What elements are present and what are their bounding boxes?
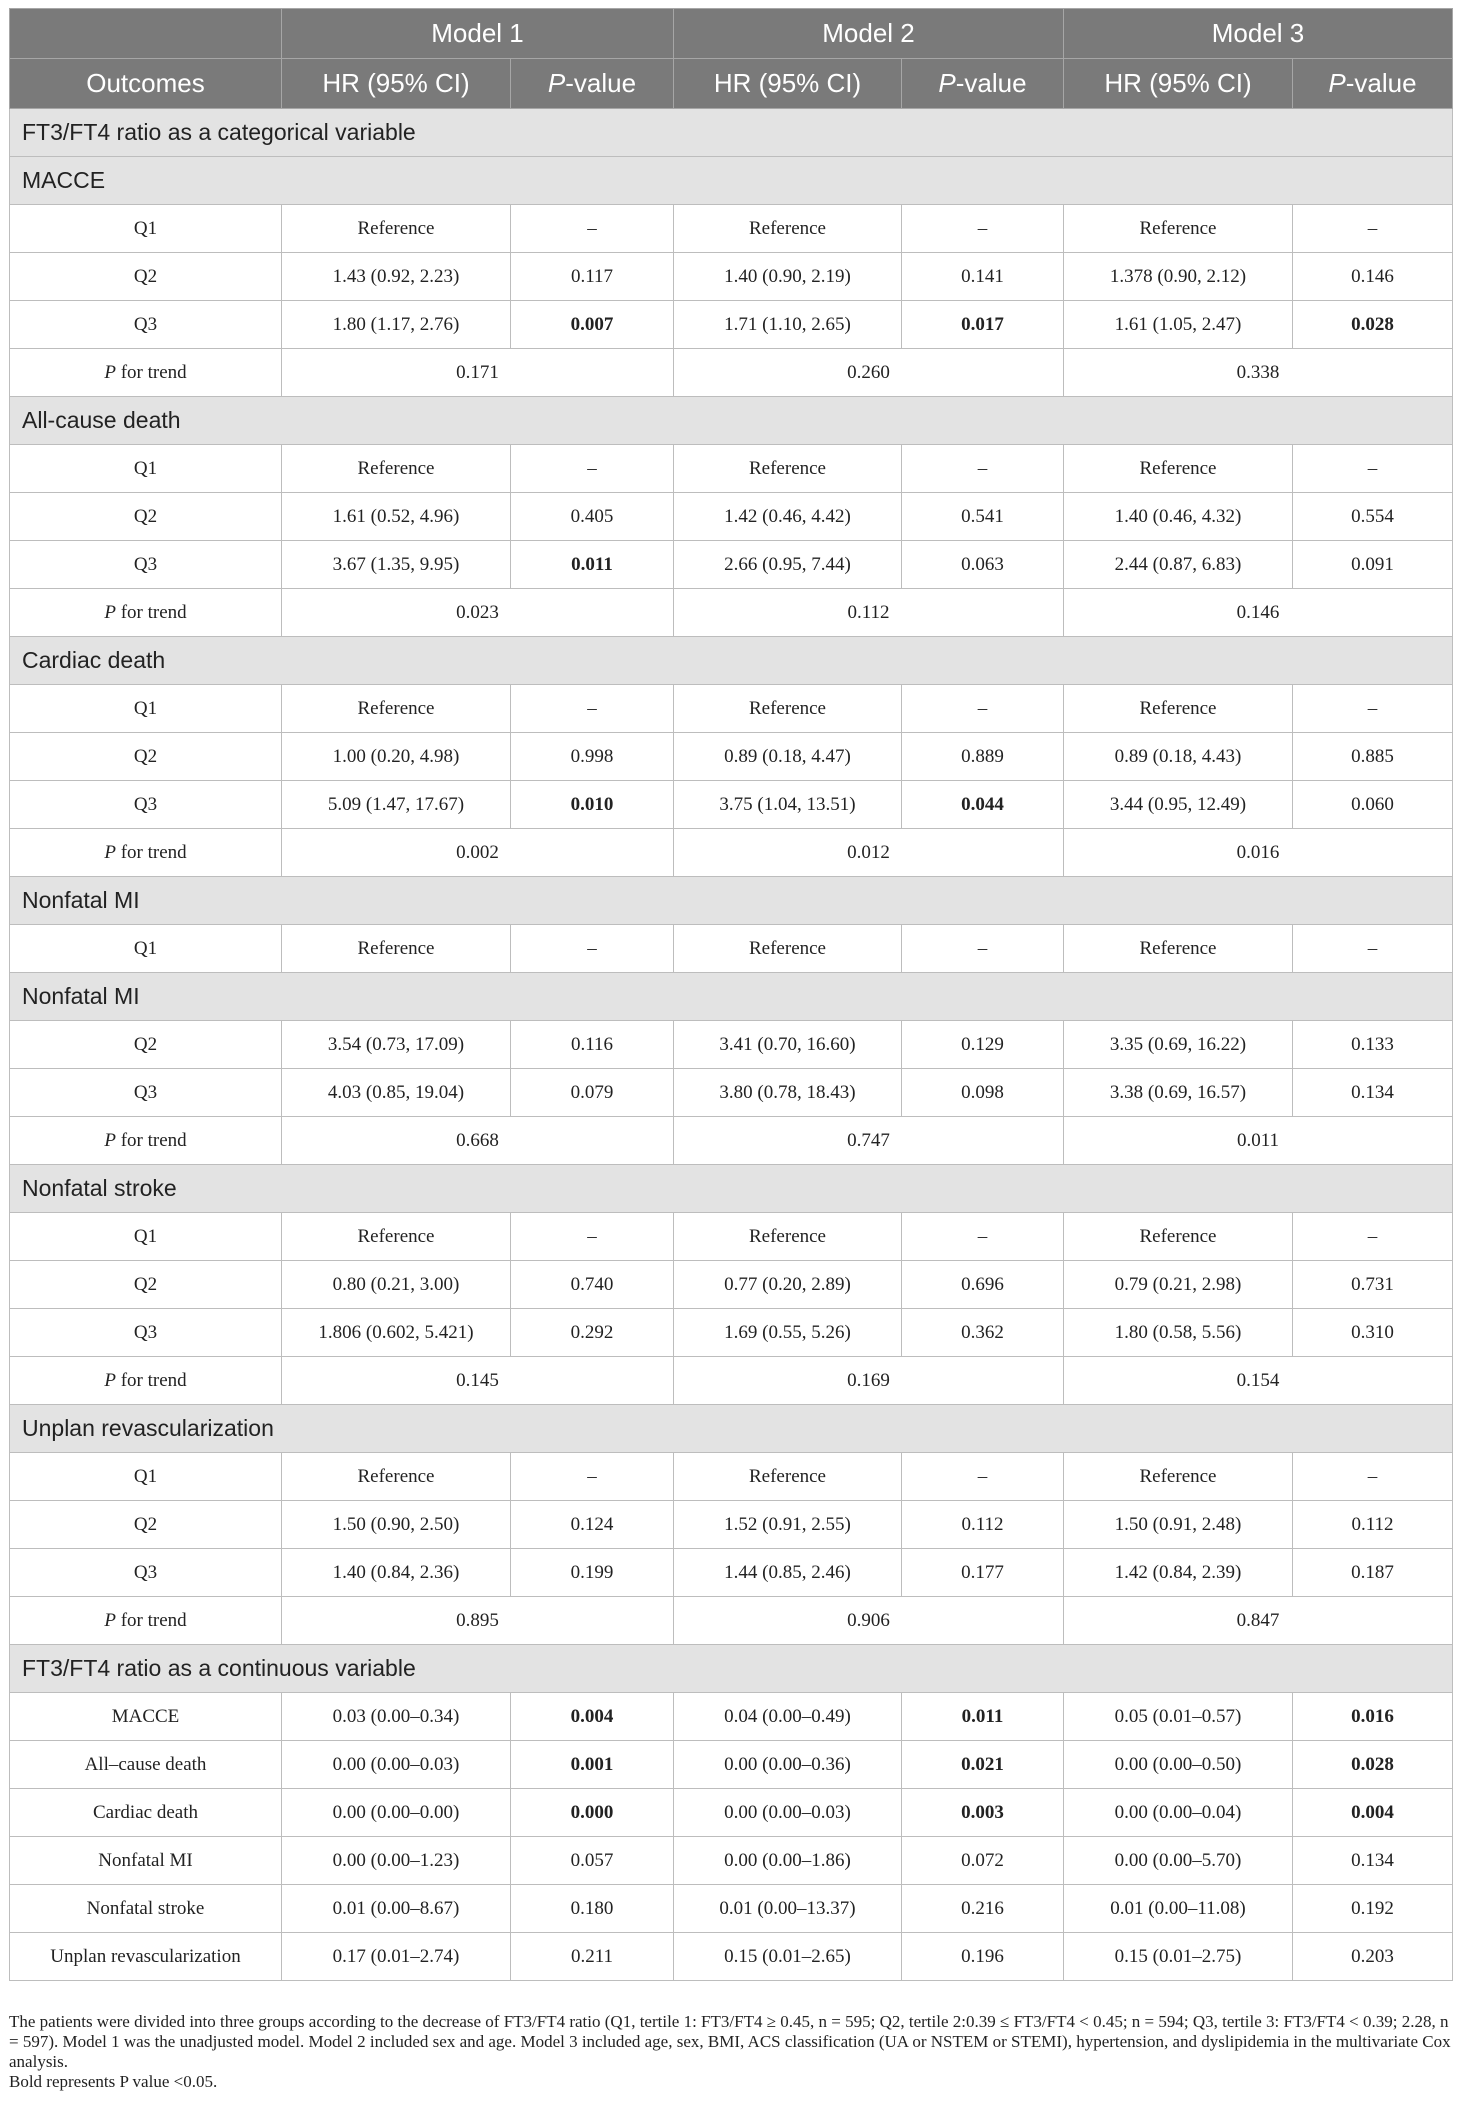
p-value-cell: 0.889 (902, 733, 1064, 781)
p-value-cell: 0.216 (902, 1885, 1064, 1933)
table-row (10, 1549, 1453, 1597)
p-value-cell: 0.146 (1293, 253, 1453, 301)
hr-cell: Reference (1064, 925, 1293, 973)
hr-cell: 0.17 (0.01–2.74) (282, 1933, 511, 1981)
row-label: Q3 (10, 301, 282, 349)
p-value-cell: 0.117 (511, 253, 674, 301)
section-header-row (10, 157, 1453, 205)
p-value-cell: 0.731 (1293, 1261, 1453, 1309)
results-table-container (9, 8, 1452, 1981)
table-row (10, 685, 1453, 733)
table-row (10, 925, 1453, 973)
trend-row (10, 1357, 1453, 1405)
row-label: Q3 (10, 1069, 282, 1117)
outcome-section-title: Unplan revascularization (10, 1405, 1453, 1453)
hr-cell: 0.89 (0.18, 4.43) (1064, 733, 1293, 781)
trend-value: 0.146 (1064, 589, 1453, 637)
section-header-row (10, 637, 1453, 685)
p-value-header: P-value (511, 59, 674, 109)
table-row (10, 1453, 1453, 1501)
p-value-header: P-value (902, 59, 1064, 109)
hr-cell: 0.00 (0.00–0.04) (1064, 1789, 1293, 1837)
row-label: Q1 (10, 925, 282, 973)
hr-cell: 1.42 (0.46, 4.42) (674, 493, 902, 541)
p-value-cell: – (902, 1453, 1064, 1501)
p-value-cell: 0.011 (511, 541, 674, 589)
p-value-cell: – (902, 1213, 1064, 1261)
table-row (10, 205, 1453, 253)
hr-cell: 3.54 (0.73, 17.09) (282, 1021, 511, 1069)
trend-value: 0.338 (1064, 349, 1453, 397)
model-3-header: Model 3 (1064, 9, 1453, 59)
hr-cell: 1.44 (0.85, 2.46) (674, 1549, 902, 1597)
hr-cell: Reference (674, 1213, 902, 1261)
hr-cell: Reference (674, 685, 902, 733)
p-value-cell: 0.044 (902, 781, 1064, 829)
p-value-cell: 0.885 (1293, 733, 1453, 781)
table-row (10, 253, 1453, 301)
row-label: Q2 (10, 253, 282, 301)
trend-value: 0.145 (282, 1357, 674, 1405)
row-label: Q3 (10, 1549, 282, 1597)
hr-cell: Reference (282, 925, 511, 973)
footnote-text: The patients were divided into three groups according to the decrease of FT3/FT4 ratio (Q1, tertile 1: FT3/FT4 ≥ 0.45, n = 595; Q2, tertile 2:0.39 ≤ FT3/FT4 < 0.45; n = 594; Q3, tertile 3: FT3/FT4 < 0.39; 2.28, n = 597). Model 1 was the unadjusted model. Model 2 included sex and age. Model 3 included age, sex, BMI, ACS classification (UA or NSTEM or STEMI), hypertension, and dyslipidemia in the multivariate Cox analysis. (9, 2012, 1451, 2071)
p-value-cell: 0.063 (902, 541, 1064, 589)
p-value-cell: 0.028 (1293, 301, 1453, 349)
hr-cell: 0.01 (0.00–8.67) (282, 1885, 511, 1933)
p-value-cell: 0.211 (511, 1933, 674, 1981)
row-label: Q1 (10, 1453, 282, 1501)
section-header-row (10, 1645, 1453, 1693)
row-label: Q1 (10, 205, 282, 253)
hr-cell: 0.00 (0.00–0.36) (674, 1741, 902, 1789)
hr-cell: 0.79 (0.21, 2.98) (1064, 1261, 1293, 1309)
table-row (10, 781, 1453, 829)
p-value-cell: 0.004 (511, 1693, 674, 1741)
hr-cell: Reference (1064, 1453, 1293, 1501)
p-value-cell: 0.060 (1293, 781, 1453, 829)
hr-cell: 5.09 (1.47, 17.67) (282, 781, 511, 829)
row-label: Cardiac death (10, 1789, 282, 1837)
hr-cell: 0.00 (0.00–0.00) (282, 1789, 511, 1837)
table-row (10, 1213, 1453, 1261)
column-header-row (10, 59, 1453, 109)
hr-cell: 0.77 (0.20, 2.89) (674, 1261, 902, 1309)
p-value-cell: 0.004 (1293, 1789, 1453, 1837)
p-value-cell: 0.112 (902, 1501, 1064, 1549)
hr-cell: 0.00 (0.00–0.03) (674, 1789, 902, 1837)
section-header-row (10, 973, 1453, 1021)
row-label: Q3 (10, 541, 282, 589)
hr-cell: 1.50 (0.90, 2.50) (282, 1501, 511, 1549)
hr-cell: 1.40 (0.90, 2.19) (674, 253, 902, 301)
table-row (10, 1261, 1453, 1309)
hr-cell: 3.41 (0.70, 16.60) (674, 1021, 902, 1069)
model-1-header: Model 1 (282, 9, 674, 59)
p-value-cell: 0.011 (902, 1693, 1064, 1741)
row-label: Unplan revascularization (10, 1933, 282, 1981)
footnote-bold-note: Bold represents P value <0.05. (9, 2072, 218, 2091)
row-label: Q1 (10, 445, 282, 493)
hr-cell: 1.50 (0.91, 2.48) (1064, 1501, 1293, 1549)
p-value-cell: 0.001 (511, 1741, 674, 1789)
trend-value: 0.023 (282, 589, 674, 637)
model-2-header: Model 2 (674, 9, 1064, 59)
table-row (10, 733, 1453, 781)
p-value-cell: – (511, 925, 674, 973)
hr-cell: 3.35 (0.69, 16.22) (1064, 1021, 1293, 1069)
p-value-cell: 0.003 (902, 1789, 1064, 1837)
p-value-cell: – (511, 685, 674, 733)
hr-cell: Reference (1064, 1213, 1293, 1261)
hr-cell: Reference (1064, 445, 1293, 493)
p-value-cell: 0.007 (511, 301, 674, 349)
row-label: Nonfatal stroke (10, 1885, 282, 1933)
p-value-cell: – (902, 685, 1064, 733)
p-value-cell: – (902, 205, 1064, 253)
hr-cell: 1.378 (0.90, 2.12) (1064, 253, 1293, 301)
hr-cell: 0.00 (0.00–0.50) (1064, 1741, 1293, 1789)
row-label: Q2 (10, 1501, 282, 1549)
section-header-row (10, 1165, 1453, 1213)
trend-row (10, 349, 1453, 397)
hr-cell: Reference (674, 925, 902, 973)
p-value-cell: 0.310 (1293, 1309, 1453, 1357)
hr-cell: Reference (282, 205, 511, 253)
p-value-cell: – (1293, 1213, 1453, 1261)
hr-cell: Reference (1064, 685, 1293, 733)
p-value-cell: – (511, 445, 674, 493)
trend-label: P for trend (10, 589, 282, 637)
trend-value: 0.112 (674, 589, 1064, 637)
hr-cell: Reference (282, 445, 511, 493)
hr-cell: 0.04 (0.00–0.49) (674, 1693, 902, 1741)
hr-cell: 1.71 (1.10, 2.65) (674, 301, 902, 349)
hr-cell: 1.40 (0.84, 2.36) (282, 1549, 511, 1597)
header-blank (10, 9, 282, 59)
p-value-cell: – (1293, 1453, 1453, 1501)
table-row (10, 1741, 1453, 1789)
hr-header: HR (95% CI) (282, 59, 511, 109)
p-value-cell: 0.180 (511, 1885, 674, 1933)
trend-value: 0.895 (282, 1597, 674, 1645)
p-value-cell: 0.199 (511, 1549, 674, 1597)
table-row (10, 1789, 1453, 1837)
hr-cell: 1.43 (0.92, 2.23) (282, 253, 511, 301)
outcome-section-title: All-cause death (10, 397, 1453, 445)
hr-cell: 0.01 (0.00–13.37) (674, 1885, 902, 1933)
p-value-cell: 0.129 (902, 1021, 1064, 1069)
hr-cell: 1.806 (0.602, 5.421) (282, 1309, 511, 1357)
row-label: Q2 (10, 1021, 282, 1069)
hr-cell: 1.69 (0.55, 5.26) (674, 1309, 902, 1357)
hr-cell: Reference (282, 1453, 511, 1501)
hr-cell: 0.00 (0.00–5.70) (1064, 1837, 1293, 1885)
p-value-cell: 0.192 (1293, 1885, 1453, 1933)
categorical-section-title: FT3/FT4 ratio as a categorical variable (10, 109, 1453, 157)
hr-cell: 1.80 (1.17, 2.76) (282, 301, 511, 349)
hr-cell: Reference (282, 1213, 511, 1261)
table-row (10, 1837, 1453, 1885)
hr-cell: 0.15 (0.01–2.75) (1064, 1933, 1293, 1981)
p-value-cell: – (902, 925, 1064, 973)
row-label: All–cause death (10, 1741, 282, 1789)
trend-label: P for trend (10, 1117, 282, 1165)
outcome-section-title: Nonfatal MI (10, 877, 1453, 925)
model-header-row (10, 9, 1453, 59)
hr-cell: 0.15 (0.01–2.65) (674, 1933, 902, 1981)
hr-cell: 1.80 (0.58, 5.56) (1064, 1309, 1293, 1357)
section-header-row (10, 109, 1453, 157)
hr-cell: 3.75 (1.04, 13.51) (674, 781, 902, 829)
hr-cell: Reference (674, 445, 902, 493)
hr-header: HR (95% CI) (674, 59, 902, 109)
outcome-section-title: Cardiac death (10, 637, 1453, 685)
trend-value: 0.668 (282, 1117, 674, 1165)
table-row (10, 1021, 1453, 1069)
hr-cell: 3.67 (1.35, 9.95) (282, 541, 511, 589)
p-value-cell: 0.998 (511, 733, 674, 781)
p-value-cell: 0.079 (511, 1069, 674, 1117)
hr-cell: Reference (282, 685, 511, 733)
hr-cell: 0.89 (0.18, 4.47) (674, 733, 902, 781)
hr-cell: 3.44 (0.95, 12.49) (1064, 781, 1293, 829)
table-row (10, 541, 1453, 589)
trend-value: 0.906 (674, 1597, 1064, 1645)
p-value-cell: – (1293, 205, 1453, 253)
trend-label: P for trend (10, 829, 282, 877)
table-row (10, 1309, 1453, 1357)
hr-cell: 3.38 (0.69, 16.57) (1064, 1069, 1293, 1117)
row-label: Q2 (10, 493, 282, 541)
p-value-cell: 0.124 (511, 1501, 674, 1549)
p-value-cell: 0.203 (1293, 1933, 1453, 1981)
p-value-cell: 0.405 (511, 493, 674, 541)
trend-value: 0.011 (1064, 1117, 1453, 1165)
table-row (10, 1069, 1453, 1117)
table-row (10, 301, 1453, 349)
hr-cell: 0.00 (0.00–0.03) (282, 1741, 511, 1789)
trend-value: 0.171 (282, 349, 674, 397)
p-value-cell: 0.112 (1293, 1501, 1453, 1549)
hr-cell: 0.00 (0.00–1.86) (674, 1837, 902, 1885)
trend-row (10, 829, 1453, 877)
p-value-cell: 0.091 (1293, 541, 1453, 589)
p-value-cell: 0.000 (511, 1789, 674, 1837)
hazard-ratio-table (9, 8, 1453, 1981)
p-value-cell: 0.362 (902, 1309, 1064, 1357)
p-value-cell: 0.696 (902, 1261, 1064, 1309)
trend-value: 0.847 (1064, 1597, 1453, 1645)
trend-value: 0.169 (674, 1357, 1064, 1405)
row-label: Q2 (10, 1261, 282, 1309)
hr-cell: 1.42 (0.84, 2.39) (1064, 1549, 1293, 1597)
p-value-cell: – (511, 1213, 674, 1261)
hr-header: HR (95% CI) (1064, 59, 1293, 109)
trend-row (10, 589, 1453, 637)
table-row (10, 1885, 1453, 1933)
trend-label: P for trend (10, 1357, 282, 1405)
hr-cell: 1.00 (0.20, 4.98) (282, 733, 511, 781)
continuous-section-title: FT3/FT4 ratio as a continuous variable (10, 1645, 1453, 1693)
p-value-cell: 0.021 (902, 1741, 1064, 1789)
hr-cell: 1.52 (0.91, 2.55) (674, 1501, 902, 1549)
hr-cell: 1.61 (0.52, 4.96) (282, 493, 511, 541)
hr-cell: 2.44 (0.87, 6.83) (1064, 541, 1293, 589)
trend-label: P for trend (10, 349, 282, 397)
outcome-section-title: Nonfatal MI (10, 973, 1453, 1021)
p-value-cell: 0.028 (1293, 1741, 1453, 1789)
hr-cell: 0.05 (0.01–0.57) (1064, 1693, 1293, 1741)
section-header-row (10, 397, 1453, 445)
p-value-cell: 0.133 (1293, 1021, 1453, 1069)
hr-cell: 2.66 (0.95, 7.44) (674, 541, 902, 589)
p-value-cell: 0.134 (1293, 1837, 1453, 1885)
table-row (10, 493, 1453, 541)
p-value-cell: 0.134 (1293, 1069, 1453, 1117)
p-value-cell: 0.196 (902, 1933, 1064, 1981)
p-value-cell: – (902, 445, 1064, 493)
outcomes-header: Outcomes (10, 59, 282, 109)
hr-cell: Reference (1064, 205, 1293, 253)
p-value-cell: 0.116 (511, 1021, 674, 1069)
row-label: Q1 (10, 1213, 282, 1261)
hr-cell: 0.03 (0.00–0.34) (282, 1693, 511, 1741)
hr-cell: 1.61 (1.05, 2.47) (1064, 301, 1293, 349)
hr-cell: 1.40 (0.46, 4.32) (1064, 493, 1293, 541)
row-label: Q3 (10, 781, 282, 829)
p-value-cell: 0.010 (511, 781, 674, 829)
section-header-row (10, 877, 1453, 925)
p-value-cell: – (1293, 685, 1453, 733)
trend-value: 0.260 (674, 349, 1064, 397)
hr-cell: 3.80 (0.78, 18.43) (674, 1069, 902, 1117)
table-row (10, 445, 1453, 493)
p-value-cell: 0.057 (511, 1837, 674, 1885)
trend-value: 0.016 (1064, 829, 1453, 877)
p-value-cell: 0.098 (902, 1069, 1064, 1117)
table-row (10, 1693, 1453, 1741)
trend-value: 0.002 (282, 829, 674, 877)
p-value-cell: 0.292 (511, 1309, 674, 1357)
trend-row (10, 1117, 1453, 1165)
trend-row (10, 1597, 1453, 1645)
hr-cell: 4.03 (0.85, 19.04) (282, 1069, 511, 1117)
p-value-cell: 0.017 (902, 301, 1064, 349)
table-footnote (9, 2012, 1452, 2092)
p-value-cell: 0.177 (902, 1549, 1064, 1597)
row-label: MACCE (10, 1693, 282, 1741)
outcome-section-title: Nonfatal stroke (10, 1165, 1453, 1213)
p-value-cell: – (511, 205, 674, 253)
trend-label: P for trend (10, 1597, 282, 1645)
section-header-row (10, 1405, 1453, 1453)
table-row (10, 1501, 1453, 1549)
p-value-cell: – (1293, 925, 1453, 973)
p-value-cell: – (1293, 445, 1453, 493)
row-label: Q3 (10, 1309, 282, 1357)
table-body (10, 109, 1453, 1981)
p-value-cell: 0.141 (902, 253, 1064, 301)
row-label: Q1 (10, 685, 282, 733)
hr-cell: 0.80 (0.21, 3.00) (282, 1261, 511, 1309)
p-value-cell: – (511, 1453, 674, 1501)
trend-value: 0.747 (674, 1117, 1064, 1165)
table-row (10, 1933, 1453, 1981)
p-value-cell: 0.740 (511, 1261, 674, 1309)
outcome-section-title: MACCE (10, 157, 1453, 205)
p-value-cell: 0.187 (1293, 1549, 1453, 1597)
row-label: Nonfatal MI (10, 1837, 282, 1885)
p-value-cell: 0.072 (902, 1837, 1064, 1885)
hr-cell: 0.01 (0.00–11.08) (1064, 1885, 1293, 1933)
p-value-cell: 0.541 (902, 493, 1064, 541)
p-value-cell: 0.016 (1293, 1693, 1453, 1741)
p-value-header: P-value (1293, 59, 1453, 109)
hr-cell: Reference (674, 205, 902, 253)
trend-value: 0.012 (674, 829, 1064, 877)
hr-cell: 0.00 (0.00–1.23) (282, 1837, 511, 1885)
p-value-cell: 0.554 (1293, 493, 1453, 541)
trend-value: 0.154 (1064, 1357, 1453, 1405)
hr-cell: Reference (674, 1453, 902, 1501)
row-label: Q2 (10, 733, 282, 781)
